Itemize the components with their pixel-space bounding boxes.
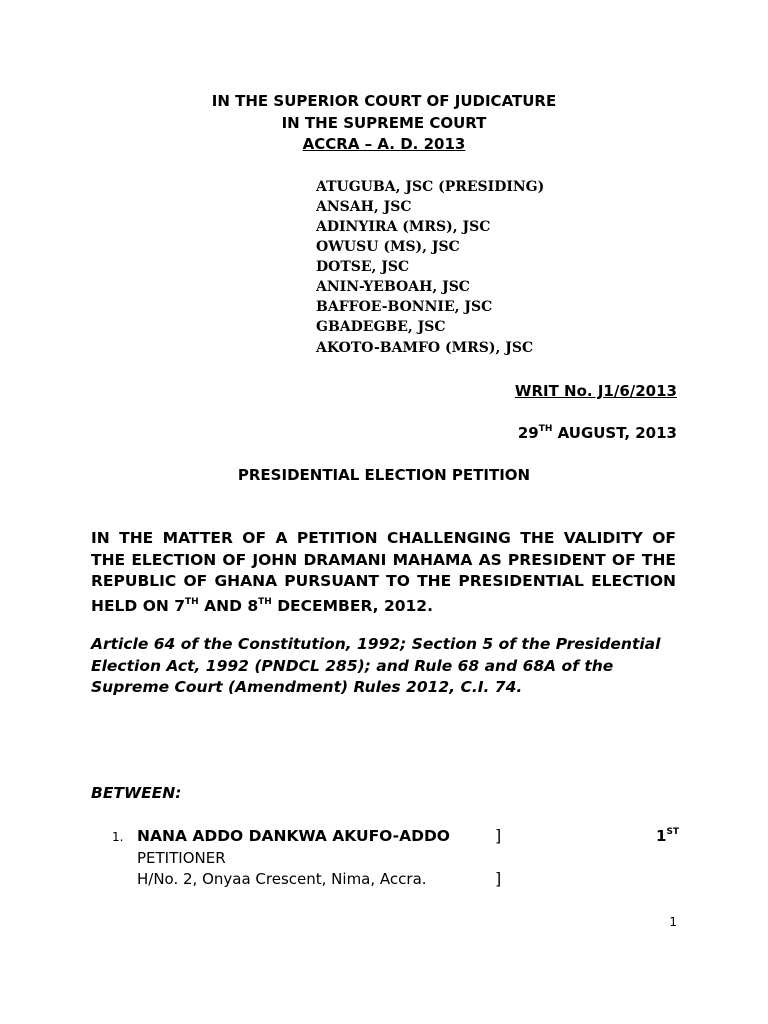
case-title: PRESIDENTIAL ELECTION PETITION [237,466,531,484]
party-number: 1. [112,830,124,844]
judge-item: ATUGUBA, JSC (PRESIDING) [316,179,545,195]
judge-item: AKOTO-BAMFO (MRS), JSC [316,340,534,356]
judgment-date [518,424,677,442]
date-day: 29 [517,424,539,442]
judge-item: GBADEGBE, JSC [316,319,446,335]
judge-item: BAFFOE-BONNIE, JSC [316,299,493,315]
date-rest: AUGUST, 2013 [552,424,677,442]
between-heading: BETWEEN: [91,784,182,802]
party-address: H/No. 2, Onyaa Crescent, Nima, Accra. [137,870,427,888]
judge-item: OWUSU (MS), JSC [316,239,460,255]
court-location: ACCRA – A. D. 2013 [302,135,466,153]
judge-item: ADINYIRA (MRS), JSC [316,219,491,235]
matter-sup: TH [258,596,272,607]
matter-text: IN THE MATTER OF A PETITION CHALLENGING THE VALIDITY OF THE ELECTION OF JOHN DRAMANI MAHAMA AS PRESIDENT OF THE REPUBLIC OF GHANA PURSUANT TO THE PRESIDENTIAL ELECTION HELD ON 7 [91,529,676,615]
matter-text: DECEMBER, 2012. [271,596,433,615]
party-name: NANA ADDO DANKWA AKUFO-ADDO [137,827,450,845]
court-location-wrap [0,135,768,153]
writ-number: WRIT No. J1/6/2013 [514,382,677,400]
judge-item: DOTSE, JSC [316,259,410,275]
date-suffix: TH [538,424,553,434]
party-role: PETITIONER [137,849,226,867]
party-position [656,827,679,845]
court-title: IN THE SUPERIOR COURT OF JUDICATURE [211,92,557,110]
page-number: 1 [669,915,677,929]
bracket: ] [495,869,502,888]
court-subtitle: IN THE SUPREME COURT [281,114,487,132]
judge-item: ANIN-YEBOAH, JSC [316,279,470,295]
matter-text: AND 8 [198,596,259,615]
position-number: 1 [656,827,667,845]
matter-paragraph [91,528,676,617]
position-suffix: ST [666,827,680,837]
bracket: ] [495,826,502,845]
matter-sup: TH [185,596,199,607]
article-citation: Article 64 of the Constitution, 1992; Section 5 of the Presidential Election Act, 1992 (PNDCL 285); and Rule 68 and 68A of the Supreme Court (Amendment) Rules 2012, C.I. 74. [91,635,661,696]
judge-item: ANSAH, JSC [316,199,412,215]
